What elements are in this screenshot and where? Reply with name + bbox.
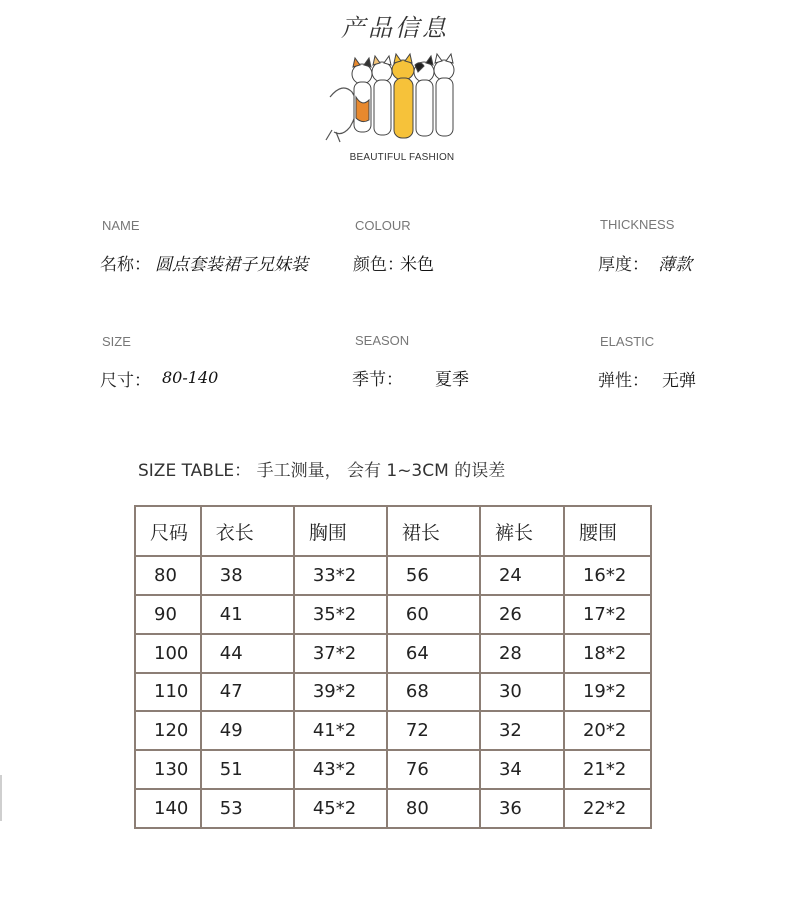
edge-divider <box>0 775 2 821</box>
table-cell: 33*2 <box>294 556 387 595</box>
header-cell: 裙长 <box>387 506 480 556</box>
table-cell: 38 <box>201 556 294 595</box>
table-row <box>135 789 651 828</box>
table-cell: 51 <box>201 750 294 789</box>
table-cell: 37*2 <box>294 634 387 673</box>
size-table <box>134 505 652 829</box>
table-row <box>135 595 651 634</box>
colour-key: 颜色： <box>353 255 404 275</box>
elastic-value: 无弹 <box>662 371 696 391</box>
table-cell: 20*2 <box>564 711 651 750</box>
table-cell: 47 <box>201 673 294 712</box>
header-cell: 裤长 <box>480 506 564 556</box>
table-cell: 100 <box>135 634 201 673</box>
thickness-key: 厚度： <box>598 255 649 275</box>
size-label: SIZE <box>102 334 131 349</box>
table-cell: 76 <box>387 750 480 789</box>
table-row <box>135 711 651 750</box>
table-cell: 35*2 <box>294 595 387 634</box>
table-cell: 90 <box>135 595 201 634</box>
table-cell: 72 <box>387 711 480 750</box>
table-cell: 140 <box>135 789 201 828</box>
name-label: NAME <box>102 218 140 233</box>
season-value: 夏季 <box>435 370 469 390</box>
table-cell: 120 <box>135 711 201 750</box>
thickness-label: THICKNESS <box>600 217 675 232</box>
table-cell: 24 <box>480 556 564 595</box>
table-cell: 39*2 <box>294 673 387 712</box>
thickness-value: 薄款 <box>658 255 692 275</box>
table-cell: 28 <box>480 634 564 673</box>
table-cell: 34 <box>480 750 564 789</box>
table-cell: 130 <box>135 750 201 789</box>
name-key: 名称： <box>100 255 151 275</box>
page-title: 产品信息 <box>341 14 449 42</box>
header-cell: 腰围 <box>564 506 651 556</box>
table-cell: 30 <box>480 673 564 712</box>
elastic-label: ELASTIC <box>600 334 655 349</box>
table-cell: 41 <box>201 595 294 634</box>
size-table-title: SIZE TABLE： 手工测量， 会有 1~3CM 的误差 <box>138 461 506 481</box>
header-cell: 衣长 <box>201 506 294 556</box>
table-cell: 16*2 <box>564 556 651 595</box>
name-value: 圆点套装裙子兄妹装 <box>155 255 308 275</box>
table-cell: 45*2 <box>294 789 387 828</box>
season-label: SEASON <box>355 333 410 348</box>
table-cell: 68 <box>387 673 480 712</box>
table-cell: 53 <box>201 789 294 828</box>
header-cell: 胸围 <box>294 506 387 556</box>
table-cell: 41*2 <box>294 711 387 750</box>
table-row <box>135 634 651 673</box>
size-key: 尺寸： <box>100 371 151 391</box>
colour-value: 米色 <box>400 255 434 275</box>
table-cell: 21*2 <box>564 750 651 789</box>
table-cell: 60 <box>387 595 480 634</box>
table-cell: 22*2 <box>564 789 651 828</box>
season-key: 季节： <box>352 370 403 390</box>
table-cell: 19*2 <box>564 673 651 712</box>
table-header-row <box>135 506 651 556</box>
colour-label: COLOUR <box>355 218 411 233</box>
header-cell: 尺码 <box>135 506 201 556</box>
table-cell: 80 <box>387 789 480 828</box>
brand-text: BEAUTIFUL FASHION <box>349 152 455 163</box>
table-cell: 44 <box>201 634 294 673</box>
table-cell: 49 <box>201 711 294 750</box>
table-row <box>135 556 651 595</box>
size-value: 80-140 <box>162 368 219 387</box>
table-cell: 110 <box>135 673 201 712</box>
table-cell: 43*2 <box>294 750 387 789</box>
table-row <box>135 673 651 712</box>
table-cell: 64 <box>387 634 480 673</box>
table-cell: 26 <box>480 595 564 634</box>
table-cell: 56 <box>387 556 480 595</box>
elastic-key: 弹性： <box>598 371 649 391</box>
table-cell: 36 <box>480 789 564 828</box>
table-cell: 32 <box>480 711 564 750</box>
table-cell: 17*2 <box>564 595 651 634</box>
table-row <box>135 750 651 789</box>
table-cell: 18*2 <box>564 634 651 673</box>
table-cell: 80 <box>135 556 201 595</box>
